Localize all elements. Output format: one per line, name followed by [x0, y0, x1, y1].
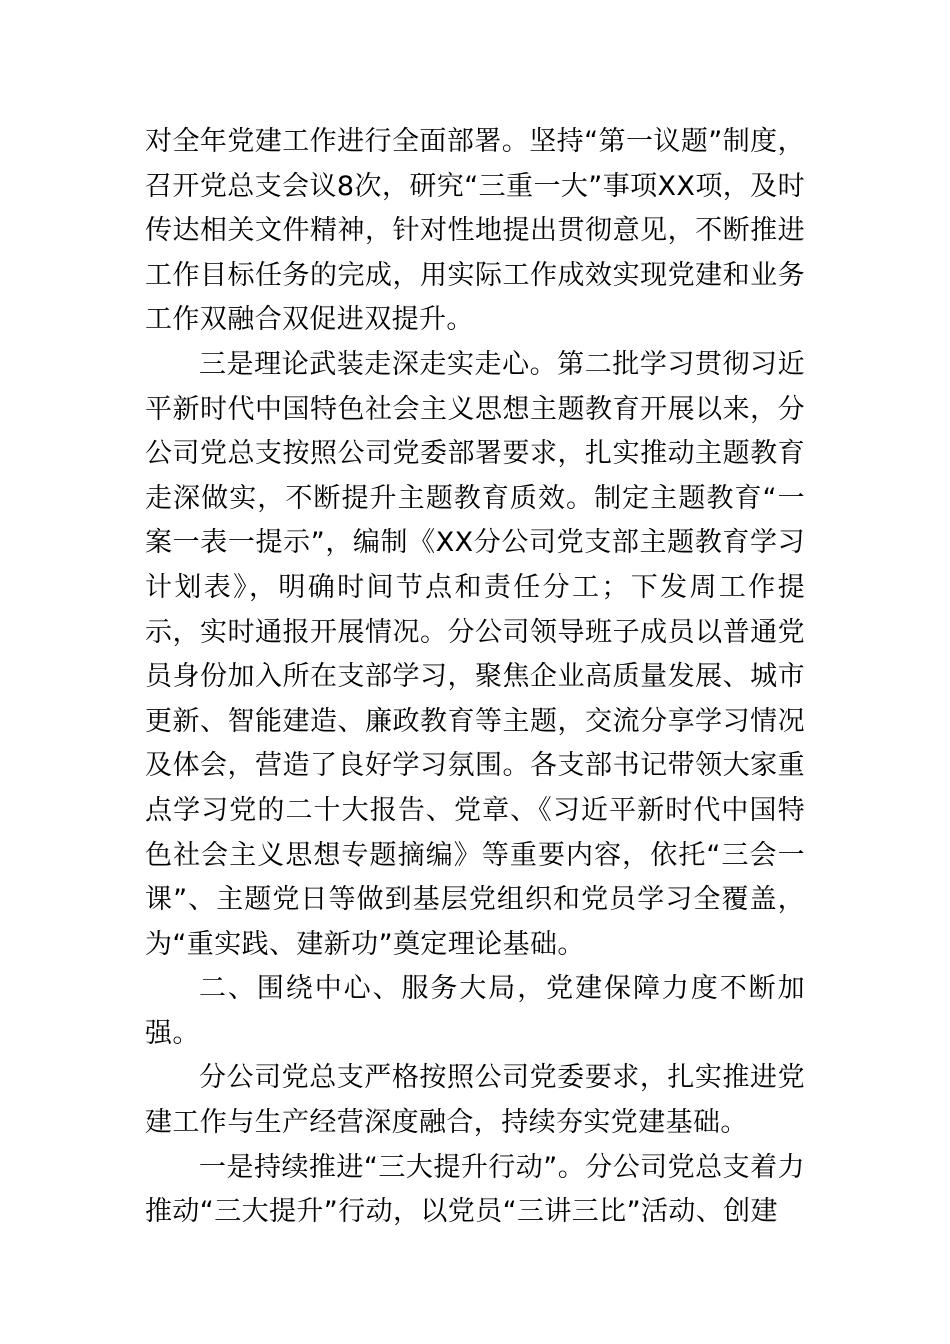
paragraph-section-intro: 分公司党总支严格按照公司党委要求，扎实推进党建工作与生产经营深度融合，持续夯实党建基础。	[145, 1062, 805, 1139]
paragraph-continuation: 对全年党建工作进行全面部署。坚持“第一议题”制度，召开党总支会议8次，研究“三重一大”事项XX项，及时传达相关文件精神，针对性地提出贯彻意见，不断推进工作目标任务的完成，用实际工作成效实现党建和业务工作双融合双促进双提升。	[145, 126, 805, 336]
section-heading-2: 二、围绕中心、服务大局，党建保障力度不断加强。	[145, 973, 805, 1049]
document-body	[145, 120, 805, 1235]
paragraph-three-upgrades: 一是持续推进“三大提升行动”。分公司党总支着力推动“三大提升”行动，以党员“三讲三比”活动、创建	[145, 1151, 805, 1228]
paragraph-theory-arming: 三是理论武装走深走实走心。第二批学习贯彻习近平新时代中国特色社会主义思想主题教育开展以来，分公司党总支按照公司党委部署要求，扎实推动主题教育走深做实，不断提升主题教育质效。制定主题教育“一案一表一提示”，编制《XX分公司党支部主题教育学习计划表》，明确时间节点和责任分工；下发周工作提示，实时通报开展情况。分公司领导班子成员以普通党员身份加入所在支部学习，聚焦企业高质量发展、城市更新、智能建造、廉政教育等主题，交流分享学习情况及体会，营造了良好学习氛围。各支部书记带领大家重点学习党的二十大报告、党章、《习近平新时代中国特色社会主义思想专题摘编》等重要内容，依托“三会一课”、主题党日等做到基层党组织和党员学习全覆盖，为“重实践、建新功”奠定理论基础。	[145, 348, 805, 960]
